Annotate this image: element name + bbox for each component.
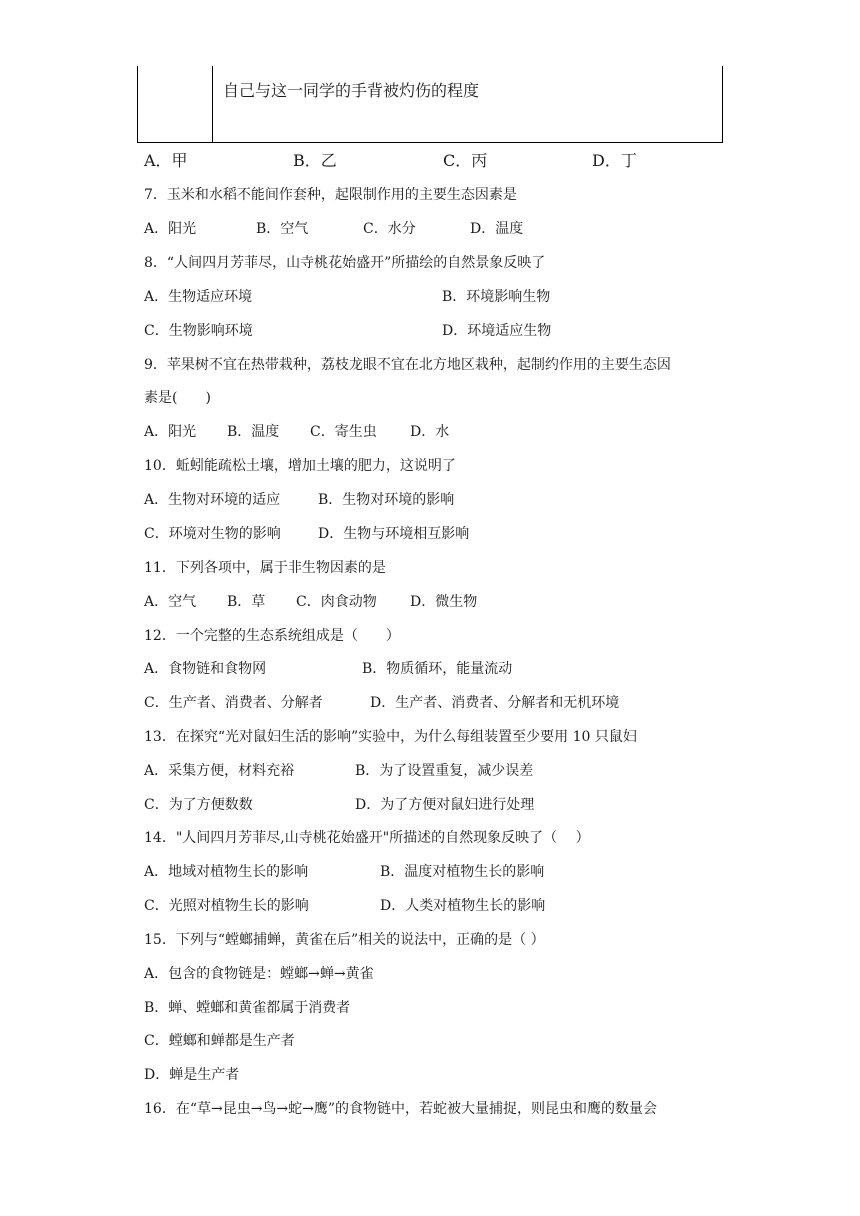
- q11-option-d: D．微生物: [410, 594, 478, 610]
- answer-table-fragment: [137, 66, 723, 143]
- q11-option-b: B．草: [227, 594, 266, 610]
- table-border-bottom: [137, 142, 723, 143]
- q9-option-c: C．寄生虫: [310, 424, 377, 440]
- q13-option-c: C．为了方便数数: [144, 797, 253, 813]
- q15-option-a: A．包含的食物链是：螳螂→蝉→黄雀: [144, 966, 374, 982]
- q14-option-a: A．地域对植物生长的影响: [144, 864, 309, 880]
- q12-stem: 12．一个完整的生态系统组成是（ ）: [144, 628, 400, 644]
- q10-stem: 10．蚯蚓能疏松土壤，增加土壤的肥力，这说明了: [144, 458, 456, 474]
- q12-option-a: A．食物链和食物网: [144, 661, 267, 677]
- table-cell-text: 自己与这一同学的手背被灼伤的程度: [223, 81, 480, 100]
- q12-option-b: B．物质循环，能量流动: [362, 661, 513, 677]
- table-border-left: [137, 66, 138, 143]
- q7-option-a: A．阳光: [144, 221, 197, 237]
- q6-option-c: C．丙: [443, 151, 488, 170]
- q8-stem: 8．“人间四月芳菲尽，山寺桃花始盛开”所描绘的自然景象反映了: [144, 255, 546, 271]
- q16-stem: 16．在“草→昆虫→鸟→蛇→鹰”的食物链中，若蛇被大量捕捉，则昆虫和鹰的数量会: [144, 1101, 658, 1117]
- q15-option-c: C．螳螂和蝉都是生产者: [144, 1033, 295, 1049]
- q7-stem: 7．玉米和水稻不能间作套种，起限制作用的主要生态因素是: [144, 187, 517, 203]
- q15-option-d: D．蝉是生产者: [144, 1067, 240, 1083]
- table-border-right: [722, 66, 723, 143]
- q13-stem: 13．在探究“光对鼠妇生活的影响”实验中，为什么每组装置至少要用 10 只鼠妇: [144, 729, 637, 745]
- q10-option-d: D．生物与环境相互影响: [318, 526, 470, 542]
- q6-option-d: D．丁: [592, 151, 637, 170]
- q6-option-a: A．甲: [144, 151, 188, 170]
- q13-option-b: B．为了设置重复，减少误差: [355, 763, 534, 779]
- q10-option-c: C．环境对生物的影响: [144, 526, 281, 542]
- q11-stem: 11．下列各项中，属于非生物因素的是: [144, 560, 386, 576]
- q9-stem-line2: 素是( ): [144, 390, 211, 406]
- q15-stem: 15．下列与“螳螂捕蝉，黄雀在后”相关的说法中，正确的是（ ）: [144, 932, 545, 948]
- q13-option-a: A．采集方便，材料充裕: [144, 763, 295, 779]
- q9-option-b: B．温度: [227, 424, 280, 440]
- q12-option-c: C．生产者、消费者、分解者: [144, 695, 323, 711]
- q9-stem-line1: 9．苹果树不宜在热带栽种，荔枝龙眼不宜在北方地区栽种，起制约作用的主要生态因: [144, 357, 671, 373]
- q8-option-a: A．生物适应环境: [144, 289, 253, 305]
- q15-option-b: B．蝉、螳螂和黄雀都属于消费者: [144, 1000, 351, 1016]
- q14-option-b: B．温度对植物生长的影响: [380, 864, 545, 880]
- q7-option-d: D．温度: [470, 221, 524, 237]
- q6-option-b: B．乙: [293, 151, 337, 170]
- q10-option-a: A．生物对环境的适应: [144, 492, 281, 508]
- q14-option-d: D．人类对植物生长的影响: [380, 898, 546, 914]
- q12-option-d: D．生产者、消费者、分解者和无机环境: [370, 695, 620, 711]
- q10-option-b: B．生物对环境的影响: [318, 492, 455, 508]
- q13-option-d: D．为了方便对鼠妇进行处理: [355, 797, 535, 813]
- q8-option-c: C．生物影响环境: [144, 323, 253, 339]
- q8-option-b: B．环境影响生物: [442, 289, 551, 305]
- q9-option-a: A．阳光: [144, 424, 197, 440]
- q14-option-c: C．光照对植物生长的影响: [144, 898, 309, 914]
- q7-option-b: B．空气: [256, 221, 309, 237]
- table-border-divider: [212, 66, 213, 143]
- q8-option-d: D．环境适应生物: [442, 323, 552, 339]
- q11-option-a: A．空气: [144, 594, 197, 610]
- q7-option-c: C．水分: [363, 221, 416, 237]
- q14-stem: 14．"人间四月芳菲尽,山寺桃花始盛开"所描述的自然现象反映了（ ）: [144, 830, 590, 846]
- q9-option-d: D．水: [410, 424, 450, 440]
- q11-option-c: C．肉食动物: [296, 594, 377, 610]
